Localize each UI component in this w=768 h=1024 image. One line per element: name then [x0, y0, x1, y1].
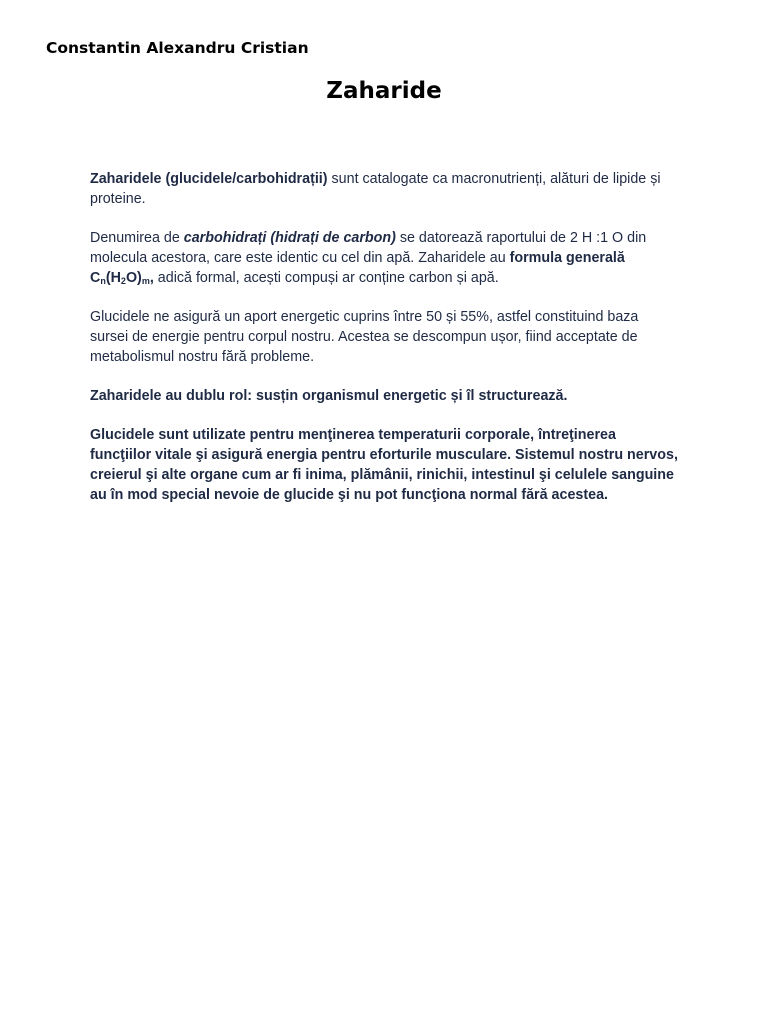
paragraph-text: se datorează raportului de 2 H :1 O din molecula acestora, care este identic cu cel din apă. Zaharidele au	[90, 230, 647, 266]
paragraph-etymology	[90, 228, 680, 288]
paragraph-dual-role: Zaharidele au dublu rol: susțin organismul energetic și îl structurează.	[90, 388, 568, 404]
term-zaharidele: Zaharidele (glucidele/carbohidrații)	[90, 171, 328, 187]
page-title: Zaharide	[326, 78, 442, 104]
formula-o: O)	[125, 270, 142, 286]
formula-c: C	[90, 270, 101, 286]
formula-subscript-m: m	[141, 276, 150, 286]
formula-subscript-n: n	[100, 276, 106, 286]
term-formula-generala: formula generală	[509, 250, 625, 266]
paragraph-definition	[90, 169, 680, 209]
formula-subscript-2: 2	[120, 276, 126, 286]
formula	[90, 270, 154, 286]
author-name: Constantin Alexandru Cristian	[46, 39, 309, 57]
paragraph-text: adică formal, acești compuși ar conține carbon și apă.	[153, 270, 499, 286]
paragraph-text: sunt catalogate ca macronutrienți, alături de lipide și proteine.	[90, 171, 661, 207]
paragraph-energy: Glucidele ne asigură un aport energetic cuprins între 50 și 55%, astfel constituind baza sursei de energie pentru corpul nostru. Acestea se descompun ușor, fiind acceptate de metabolismul nostru fără probleme.	[90, 309, 639, 365]
formula-h: (H	[105, 270, 121, 286]
formula-comma: ,	[149, 270, 154, 286]
term-carbohidrati: carbohidrați (hidrați de carbon)	[183, 230, 396, 246]
paragraph-functions: Glucidele sunt utilizate pentru menţinerea temperaturii corporale, întreţinerea funcţiilor vitale şi asigură energia pentru eforturile musculare. Sistemul nostru nervos, creierul şi alte organe cum ar fi inima, plămânii, rinichii, intestinul şi celulele sanguine au în mod special nevoie de glucide şi nu pot funcţiona normal fără acestea.	[90, 427, 678, 503]
document-body	[90, 169, 680, 524]
paragraph-text: Denumirea de	[90, 230, 184, 246]
